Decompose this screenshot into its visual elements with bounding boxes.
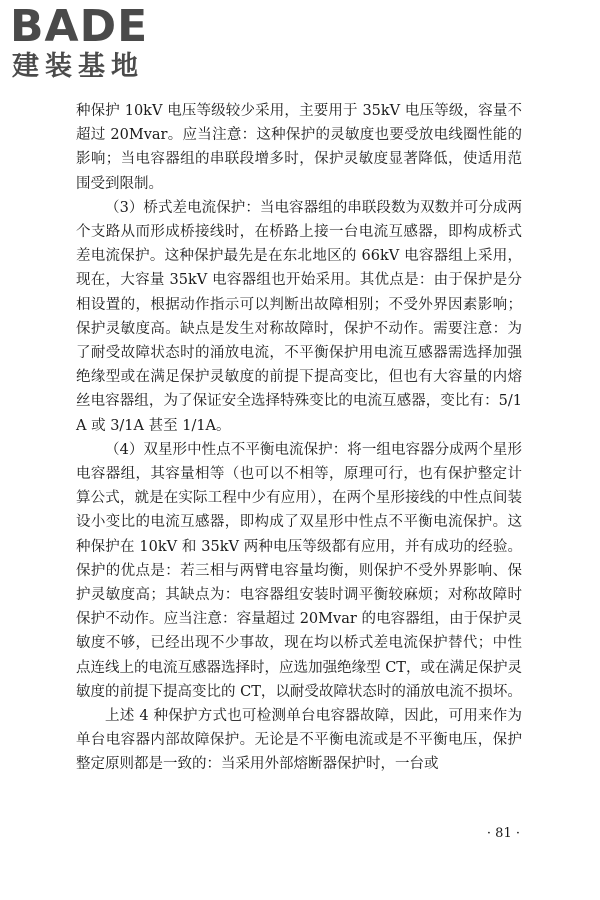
paragraph-continuation: 种保护 10kV 电压等级较少采用，主要用于 35kV 电压等级，容量不超过 20Mvar。应当注意：这种保护的灵敏度也要受放电线圈性能的影响；当电容器组的串联段增多时，保护灵敏度显著降低，使适用范围受到限制。 — [76, 103, 522, 192]
paragraph-double-star-neutral-protection: （4）双星形中性点不平衡电流保护：将一组电容器分成两个星形电容器组，其容量相等（也可以不相等，原理可行，也有保护整定计算公式，就是在实际工程中少有应用），在两个星形接线的中性点间装设小变比的电流互感器，即构成了双星形中性点不平衡电流保护。这种保护在 10kV 和 35kV 两种电压等级都有应用，并有成功的经验。保护的优点是：若三相与两臂电容量均衡，则保护不受外界影响、保护灵敏度高；其缺点为：电容器组安装时调平衡较麻烦；对称故障时保护不动作。应当注意：容量超过 20Mvar 的电容器组，由于保护灵敏度不够，已经出现不少事故，现在均以桥式差电流保护替代；中性点连线上的电流互感器选择时，应选加强绝缘型 CT，或在满足保护灵敏度的前提下提高变比的 CT，以耐受故障状态时的涌放电流不损坏。 — [76, 441, 522, 700]
logo-subtitle-text: 建装基地 — [12, 51, 144, 82]
paragraph-summary: 上述 4 种保护方式也可检测单台电容器故障，因此，可用来作为单台电容器内部故障保护。无论是不平衡电流或是不平衡电压，保护整定原则都是一致的：当采用外部熔断器保护时，一台或 — [76, 708, 522, 773]
page-number: · 81 · — [486, 826, 520, 841]
paragraph-bridge-differential-protection: （3）桥式差电流保护：当电容器组的串联段数为双数并可分成两个支路从而形成桥接线时，在桥路上接一台电流互感器，即构成桥式差电流保护。这种保护最先是在东北地区的 66kV 电容器组上采用，现在，大容量 35kV 电容器组也开始采用。其优点是：由于保护是分相设置的，根据动作指示可以判断出故障相别；不受外界因素影响；保护灵敏度高。缺点是发生对称故障时，保护不动作。需要注意：为了耐受故障状态时的涌放电流，不平衡保护用电流互感器需选择加强绝缘型或在满足保护灵敏度的前提下提高变比，但也有大容量的内熔丝电容器组，为了保证安全选择特殊变比的电流互感器，变比有：5/1A 或 3/1A 甚至 1/1A。 — [76, 199, 522, 434]
logo-brand-text: BADE — [10, 1, 149, 52]
page-body — [76, 99, 522, 777]
bade-logo — [10, 1, 180, 82]
